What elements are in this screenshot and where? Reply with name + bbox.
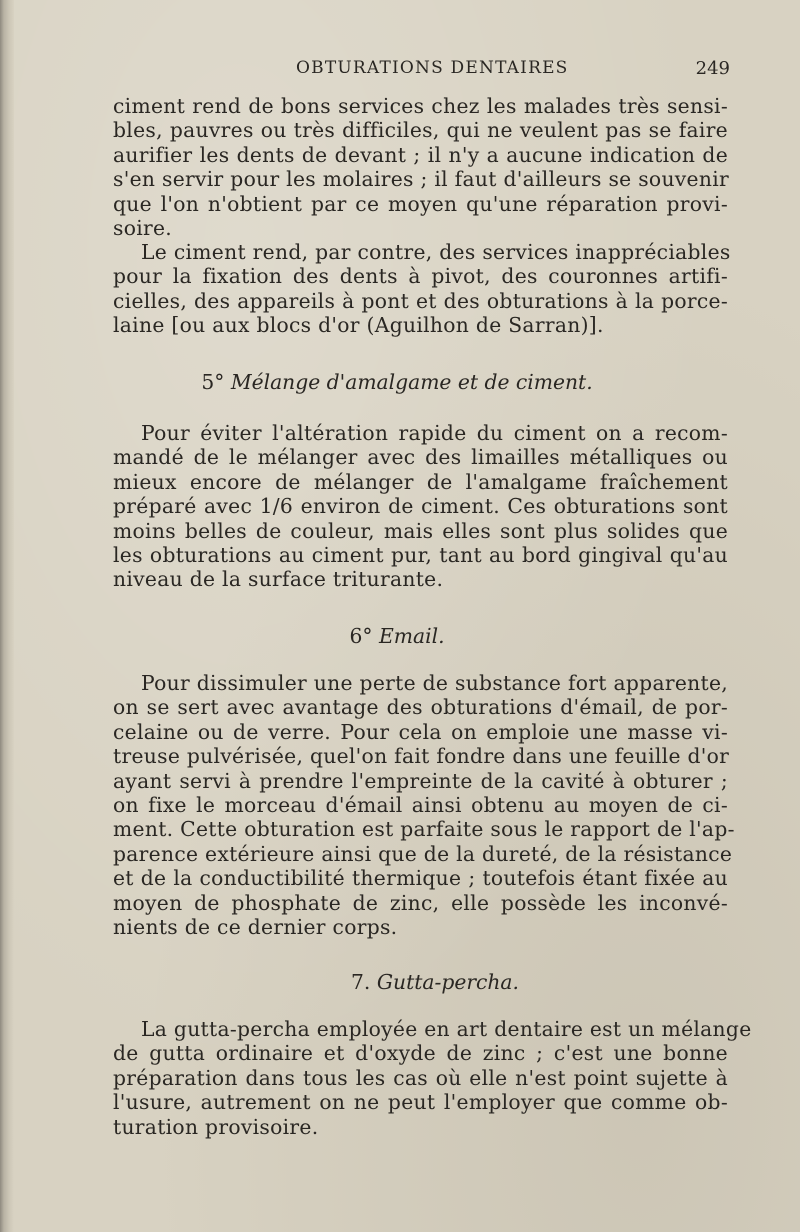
running-head-title: OBTURATIONS DENTAIRES [296,58,569,78]
page-number: 249 [695,58,730,79]
text-line: turation provisoire. [113,1114,319,1139]
text-line: préparation dans tous les cas où elle n'est point sujette à [113,1065,728,1090]
text-line: cielles, des appareils à pont et des obturations à la porce- [113,288,728,313]
text-line: ciment rend de bons services chez les malades très sensi- [113,94,728,118]
section-heading-email [0,624,797,648]
text-line: Pour dissimuler une perte de substance fort apparente, [141,671,728,695]
text-line: on fixe le morceau d'émail ainsi obtenu au moyen de ci- [113,792,728,817]
text-line: niveau de la surface triturante. [113,567,444,592]
section-title: Mélange d'amalgame et de ciment. [230,370,593,394]
text-line: mandé de le mélanger avec des limailles métalliques ou [113,445,728,470]
section-heading-gutta-percha [35,970,800,994]
text-line: préparé avec 1/6 environ de ciment. Ces obturations sont [113,494,728,519]
text-line: s'en servir pour les molaires ; il faut d'ailleurs se souvenir [113,167,730,192]
text-line: les obturations au ciment pur, tant au bord gingival qu'au [113,542,728,567]
text-line: moins belles de couleur, mais elles sont plus solides que [113,518,728,543]
text-line: laine [ou aux blocs d'or (Aguilhon de Sarran)]. [113,313,604,338]
section-title: Email. [378,624,445,648]
paragraph-gutta-percha [113,1017,752,1139]
paragraph-melange [113,421,728,592]
text-line: treuse pulvérisée, quel'on fait fondre dans une feuille d'or [113,744,730,769]
text-line: soire. [113,215,173,240]
text-line: moyen de phosphate de zinc, elle possède les inconvé- [113,890,728,915]
text-line: parence extérieure ainsi que de la dureté, de la résistance [113,841,733,866]
text-line: ment. Cette obturation est parfaite sous le rapport de l'ap- [113,817,735,842]
text-line: et de la conductibilité thermique ; toutefois étant fixée au [113,866,728,891]
text-line: que l'on n'obtient par ce moyen qu'une réparation provi- [113,191,728,216]
text-line: Le ciment rend, par contre, des services inappréciables [141,240,731,264]
section-title: Gutta-percha. [376,970,519,994]
text-line: de gutta ordinaire et d'oxyde de zinc ; c'est une bonne [113,1041,728,1066]
text-line: nients de ce dernier corps. [113,914,398,939]
paragraph-email [113,671,735,939]
text-line: bles, pauvres ou très difficiles, qui ne veulent pas se faire [113,118,728,143]
text-line: celaine ou de verre. Pour cela on emploie une masse vi- [113,719,728,744]
running-head [108,58,730,84]
text-line: l'usure, autrement on ne peut l'employer que comme ob- [113,1090,728,1115]
text-line: on se sert avec avantage des obturations d'émail, de por- [113,695,728,720]
text-line: mieux encore de mélanger de l'amalgame fraîchement [113,469,728,494]
section-number: 7. [351,970,371,994]
text-line: aurifier les dents de devant ; il n'y a aucune indication de [113,142,728,167]
text-line: La gutta-percha employée en art dentaire est un mélange [141,1017,752,1041]
section-heading-melange [0,370,797,394]
paragraph-ciment-continuation [113,94,728,240]
text-line: Pour éviter l'altération rapide du ciment on a recom- [141,421,728,445]
text-line: pour la fixation des dents à pivot, des couronnes artifi- [113,264,728,289]
section-number: 6° [349,624,373,648]
section-number: 5° [201,370,225,394]
text-line: ayant servi à prendre l'empreinte de la cavité à obturer ; [113,768,728,793]
paragraph-ciment-fixation [113,240,731,338]
binding-edge [0,0,14,1232]
